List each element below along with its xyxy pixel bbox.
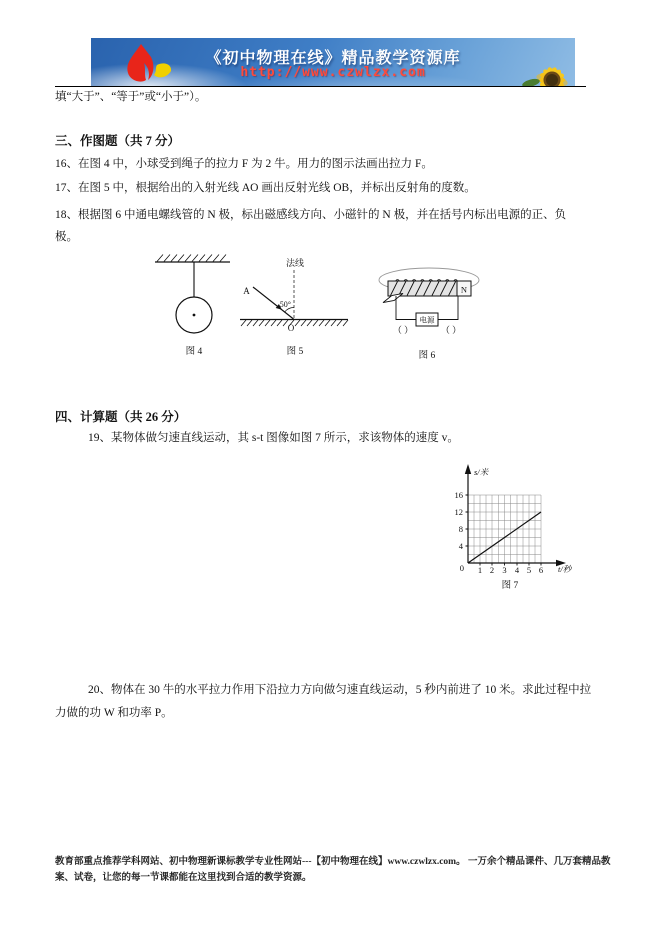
graph-axes <box>466 471 561 566</box>
question-18: 18、根据图 6 中通电螺线管的 N 极，标出磁感线方向、小磁针的 N 极，并在括号内标出电源的正、负极。 <box>55 209 567 243</box>
battery-label: 电源 <box>419 315 435 325</box>
footer-promo-text: 教育部重点推荐学科网站、初中物理新课标教学专业性网站---【初中物理在线】www.czwlzx.com。 一万余个精品课件、几万套精品教案、试卷，让您的每一节课都能在这里找到合适的教学资源。 <box>55 857 611 883</box>
xtick-3: 3 <box>502 565 507 575</box>
normal-line-label: 法线 <box>285 258 305 268</box>
ceiling-hatch <box>157 255 226 262</box>
ball-center-dot <box>193 314 196 317</box>
question-19: 19、某物体做匀速直线运动，其 s-t 图像如图 7 所示，求该物体的速度 v。 <box>88 432 459 444</box>
xtick-2: 2 <box>489 565 495 575</box>
site-banner <box>91 38 575 86</box>
question-20: 20、物体在 30 牛的水平拉力作用下沿拉力方向做匀速直线运动，5 秒内前进了 10 米。求此过程中拉力做的功 W 和功率 P。 <box>55 684 592 719</box>
sunflower-icon <box>509 48 575 86</box>
figures-row <box>130 250 530 368</box>
header-rule <box>55 86 586 87</box>
figure-4-pulley-ball <box>155 255 230 358</box>
xtick-5: 5 <box>526 565 532 575</box>
point-a-label: A <box>243 286 250 296</box>
ytick-12: 12 <box>454 507 463 517</box>
intro-line: 填“大于”、“等于”或“小于”）。 <box>55 91 207 103</box>
figure-6-solenoid <box>379 268 479 361</box>
xtick-1: 1 <box>477 565 483 575</box>
figure-7-caption: 图 7 <box>501 581 519 591</box>
figure-4-caption: 图 4 <box>185 347 203 357</box>
question-16: 16、在图 4 中，小球受到绳子的拉力 F 为 2 牛。用力的图示法画出拉力 F。 <box>55 158 433 170</box>
point-o-label: O <box>287 323 295 333</box>
xtick-6: 6 <box>538 565 544 575</box>
figure-7-st-graph <box>430 460 590 595</box>
pole-n-label: N <box>460 284 468 295</box>
section-calculation-heading: 四、计算题（共 26 分） <box>55 410 187 424</box>
figure-5-light-ray <box>240 257 348 357</box>
ytick-8: 8 <box>458 524 463 534</box>
figure-5-caption: 图 5 <box>286 347 304 357</box>
xtick-4: 4 <box>514 565 520 575</box>
battery-paren-left: （ ） <box>392 325 414 335</box>
question-17: 17、在图 5 中，根据给出的入射光线 AO 画出反射光线 OB，并标出反射角的度数。 <box>55 182 476 194</box>
origin-label: 0 <box>459 563 464 573</box>
y-axis-arrow <box>465 464 471 474</box>
banner-url-link[interactable]: http://www.czwlzx.com <box>240 65 426 80</box>
ytick-4: 4 <box>458 541 463 551</box>
banner-title: 《初中物理在线》精品教学资源库 <box>205 48 461 67</box>
ytick-16: 16 <box>454 490 463 500</box>
angle-value-label: 50° <box>279 300 291 309</box>
graph-grid <box>468 495 541 563</box>
y-axis-label: s/米 <box>474 467 489 477</box>
section-drawing-heading: 三、作图题（共 7 分） <box>55 134 181 148</box>
figure-6-caption: 图 6 <box>418 351 436 361</box>
surface-hatch <box>241 320 348 326</box>
x-axis-label: t/秒 <box>558 564 572 574</box>
battery-paren-right: （ ） <box>440 325 462 335</box>
